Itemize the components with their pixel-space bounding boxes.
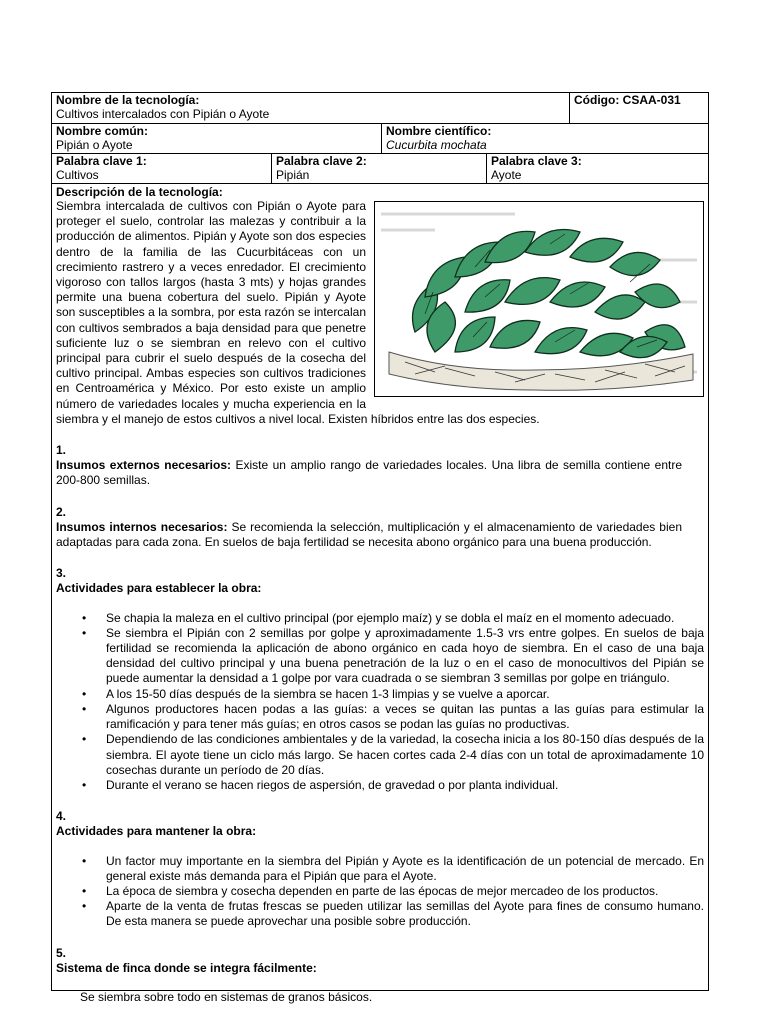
keyword-3-cell: [486, 154, 708, 183]
pumpkin-plant-icon: [375, 202, 703, 396]
section-2-title: Insumos internos necesarios:: [56, 519, 228, 534]
section-internal-inputs: [56, 505, 704, 551]
keyword-1-label: Palabra clave 1:: [56, 154, 147, 168]
common-name-value: Pipián o Ayote: [56, 138, 133, 152]
list-item: • Aparte de la venta de frutas frescas se pueden utilizar las semillas del Ayote para fines de consumo humano. De esta manera se puede aprovechar una posible sobre producción.: [106, 899, 704, 929]
section-1-text: Existe un amplio rango de variedades locales. Una libra de semilla contiene entre 200-800 semillas.: [56, 458, 683, 488]
names-row: [52, 124, 708, 154]
section-3-title: Actividades para establecer la obra:: [56, 581, 262, 596]
section-5-number: 5.: [56, 945, 67, 960]
section-2-number: 2.: [56, 504, 67, 519]
section-farm-system: [56, 946, 704, 976]
section-2-text: Se recomienda la selección, multiplicación y el almacenamiento de variedades bien adaptadas para cada zona. En suelos de baja fertilidad se necesita abono orgánico para una buena producción.: [56, 519, 682, 550]
section-external-inputs: [56, 443, 704, 489]
list-item: • Un factor muy importante en la siembra del Pipián y Ayote es la identificación de un potencial de mercado. En general existe más demanda para el Pipián que para el Ayote.: [106, 854, 704, 884]
technology-sheet: [51, 92, 709, 1004]
common-name-label: Nombre común:: [56, 124, 149, 138]
description-text: Siembra intercalada de cultivos con Pipián o Ayote para proteger el suelo, controlar las malezas y contribuir a la producción de alimentos. Pipián y Ayote son dos especies dentro de la familia de las Cucurbitáceas con un crecimiento rastrero y a veces enredador. El crecimiento vigoroso con tallos largos (hasta 3 mts) y hojas grandes permite una buena cobertura del suelo. Pipián y Ayote son susceptibles a la sombra, por esta razón se intercalan con cultivos sembrados a baja densidad para que penetre suficiente luz o se siembran en relevo con el cultivo principal para cubrir el suelo después de la cosecha del cultivo principal. Ambas especies son cultivos tradiciones en Centroamérica y México. Por esto existe un amplio número de variedades locales y mucha experiencia en la siembra y el manejo de estos cultivos a nivel local. Existen híbridos entre las dos especies.: [56, 199, 540, 426]
scientific-name-value: Cucurbita mochata: [386, 138, 487, 152]
common-name-cell: [52, 124, 381, 153]
maintain-activities-list: [56, 854, 704, 930]
keyword-3-value: Ayote: [491, 168, 522, 182]
section-1-title: Insumos externos necesarios:: [56, 458, 232, 473]
technology-name-label: Nombre de la tecnología:: [56, 93, 200, 107]
plant-illustration: [374, 201, 704, 397]
technology-name-cell: [52, 93, 569, 123]
keyword-3-label: Palabra clave 3:: [491, 154, 582, 168]
code-label: Código: CSAA-031: [574, 93, 681, 107]
code-cell: [569, 93, 708, 123]
document-body: [52, 185, 708, 1004]
list-item: • Se siembra el Pipián con 2 semillas por golpe y aproximadamente 1.5-3 vrs entre golpes. En suelos de baja fertilidad se recomienda la aplicación de abono orgánico en cada hoyo de siembra. En el caso de una baja densidad del cultivo principal y una buena penetración de la luz o en el caso de monocultivos del Pipián se puede aumentar la densidad a 1 golpe por vara cuadrada o se siembran 3 semillas por golpe en triángulo.: [106, 626, 704, 687]
list-item: • Durante el verano se hacen riegos de aspersión, de gravedad o por planta individual.: [106, 778, 704, 793]
scientific-name-cell: [381, 124, 708, 153]
section-1-number: 1.: [56, 443, 67, 458]
keywords-row: [52, 154, 708, 184]
keyword-1-cell: [52, 154, 271, 183]
section-5-text: Se siembra sobre todo en sistemas de granos básicos.: [80, 989, 373, 1004]
technology-name-value: Cultivos intercalados con Pipián o Ayote: [56, 107, 270, 121]
keyword-2-cell: [271, 154, 486, 183]
list-item: • Algunos productores hacen podas a las guías: a veces se quitan las puntas a las guías para estimular la ramificación y para tener más guías; en otros casos se podan las guías no productivas.: [106, 702, 704, 732]
section-3-number: 3.: [56, 566, 67, 581]
keyword-1-value: Cultivos: [56, 168, 99, 182]
description-title: Descripción de la tecnología:: [56, 185, 223, 199]
list-item: • A los 15-50 días después de la siembra se hacen 1-3 limpias y se vuelve a aporcar.: [106, 687, 704, 702]
list-item: • Se chapia la maleza en el cultivo principal (por ejemplo maíz) y se dobla el maíz en el momento adecuado.: [106, 611, 704, 626]
section-4-number: 4.: [56, 809, 67, 824]
header-row: [52, 93, 708, 124]
section-maintain-activities: [56, 809, 704, 839]
keyword-2-label: Palabra clave 2:: [276, 154, 367, 168]
section-4-title: Actividades para mantener la obra:: [56, 824, 257, 839]
section-5-title: Sistema de finca donde se integra fácilmente:: [56, 960, 317, 975]
establish-activities-list: [56, 611, 704, 793]
section-establish-activities: [56, 566, 704, 596]
scientific-name-label: Nombre científico:: [386, 124, 492, 138]
keyword-2-value: Pipián: [276, 168, 310, 182]
list-item: • Dependiendo de las condiciones ambientales y de la variedad, la cosecha inicia a los 80-150 días después de la siembra. El ayote tiene un ciclo más largo. Se hacen cortes cada 2-4 días con un total de aproximadamente 10 cosechas durante un período de 20 días.: [106, 732, 704, 778]
list-item: • La época de siembra y cosecha dependen en parte de las épocas de mejor mercadeo de los productos.: [106, 884, 704, 899]
